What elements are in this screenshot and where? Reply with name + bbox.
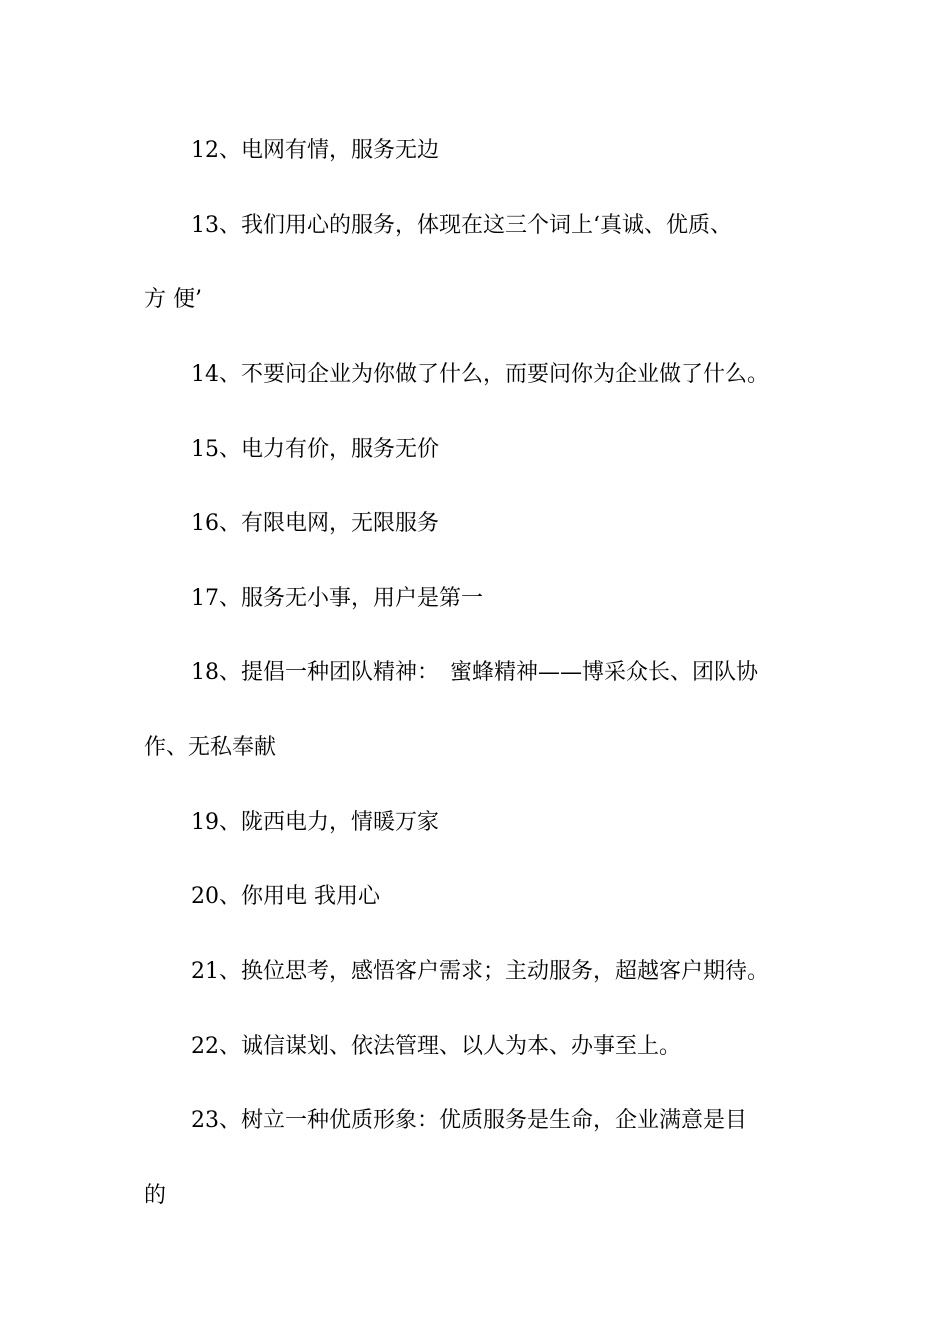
paragraph-18-continuation: 作、无私奉献 <box>144 735 277 760</box>
paragraph-14: 14、不要问企业为你做了什么，而要问你为企业做了什么。 <box>191 362 769 387</box>
paragraph-19: 19、陇西电力，情暖万家 <box>191 810 439 835</box>
paragraph-23: 23、树立一种优质形象：优质服务是生命，企业满意是目 <box>191 1108 747 1133</box>
paragraph-18: 18、提倡一种团队精神： 蜜蜂精神——博采众长、团队协 <box>191 660 758 685</box>
paragraph-16: 16、有限电网，无限服务 <box>191 511 439 536</box>
paragraph-13: 13、我们用心的服务，体现在这三个词上‘真诚、优质、 <box>191 213 732 238</box>
paragraph-23-continuation: 的 <box>144 1183 167 1208</box>
paragraph-12: 12、电网有情，服务无边 <box>191 138 439 163</box>
paragraph-17: 17、服务无小事，用户是第一 <box>191 586 483 611</box>
paragraph-13-continuation: 方 便’ <box>144 287 202 312</box>
paragraph-22: 22、诚信谋划、依法管理、以人为本、办事至上。 <box>191 1034 681 1059</box>
paragraph-15: 15、电力有价，服务无价 <box>191 437 439 462</box>
paragraph-20: 20、你用电 我用心 <box>191 884 380 909</box>
paragraph-21: 21、换位思考，感悟客户需求；主动服务，超越客户期待。 <box>191 959 769 984</box>
